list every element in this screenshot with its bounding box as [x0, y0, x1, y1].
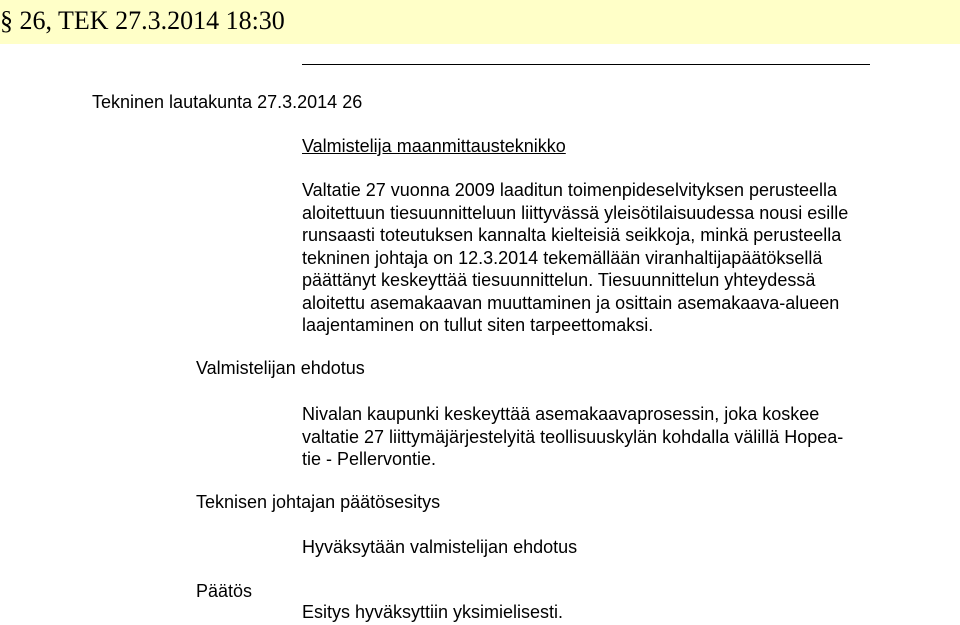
section-header: § 26, TEK 27.3.2014 18:30 — [0, 6, 285, 35]
proposal-paragraph — [302, 403, 892, 471]
description-line: aloitettuun tiesuunnitteluun liittyvässä yleisötilaisuudessa nousi esille — [302, 202, 849, 223]
header-banner — [0, 0, 960, 44]
description-line: päättänyt keskeyttää tiesuunnittelun. Tiesuunnittelun yhteydessä — [302, 270, 816, 290]
description-line: runsaasti toteutuksen kannalta kielteisiä seikkoja, minkä perusteella — [302, 225, 842, 245]
decision-text: Esitys hyväksyttiin yksimielisesti. — [302, 602, 564, 622]
meeting-reference: Tekninen lautakunta 27.3.2014 26 — [92, 92, 363, 112]
description-line: aloitettu asemakaavan muuttaminen ja osittain asemakaava-alueen — [302, 292, 840, 313]
decision-label: Päätös — [196, 581, 253, 601]
description-line: laajentaminen on tullut siten tarpeettomaksi. — [302, 315, 654, 335]
director-proposal-label: Teknisen johtajan päätösesitys — [196, 492, 441, 512]
preparer-title: Valmistelija maanmittausteknikko — [302, 136, 566, 156]
separator-line — [302, 64, 870, 65]
proposal-line: valtatie 27 liittymäjärjestelyitä teollisuuskylän kohdalla välillä Hopea- — [302, 426, 844, 447]
description-paragraph — [302, 179, 892, 337]
description-line: Valtatie 27 vuonna 2009 laaditun toimenpideselvityksen perusteella — [302, 180, 838, 200]
proposal-line: tie - Pellervontie. — [302, 449, 437, 469]
proposal-label: Valmistelijan ehdotus — [196, 358, 365, 378]
description-line: tekninen johtaja on 12.3.2014 tekemällään viranhaltijapäätöksellä — [302, 247, 823, 268]
proposal-line: Nivalan kaupunki keskeyttää asemakaavaprosessin, joka koskee — [302, 404, 820, 424]
director-proposal-text: Hyväksytään valmistelijan ehdotus — [302, 537, 578, 557]
